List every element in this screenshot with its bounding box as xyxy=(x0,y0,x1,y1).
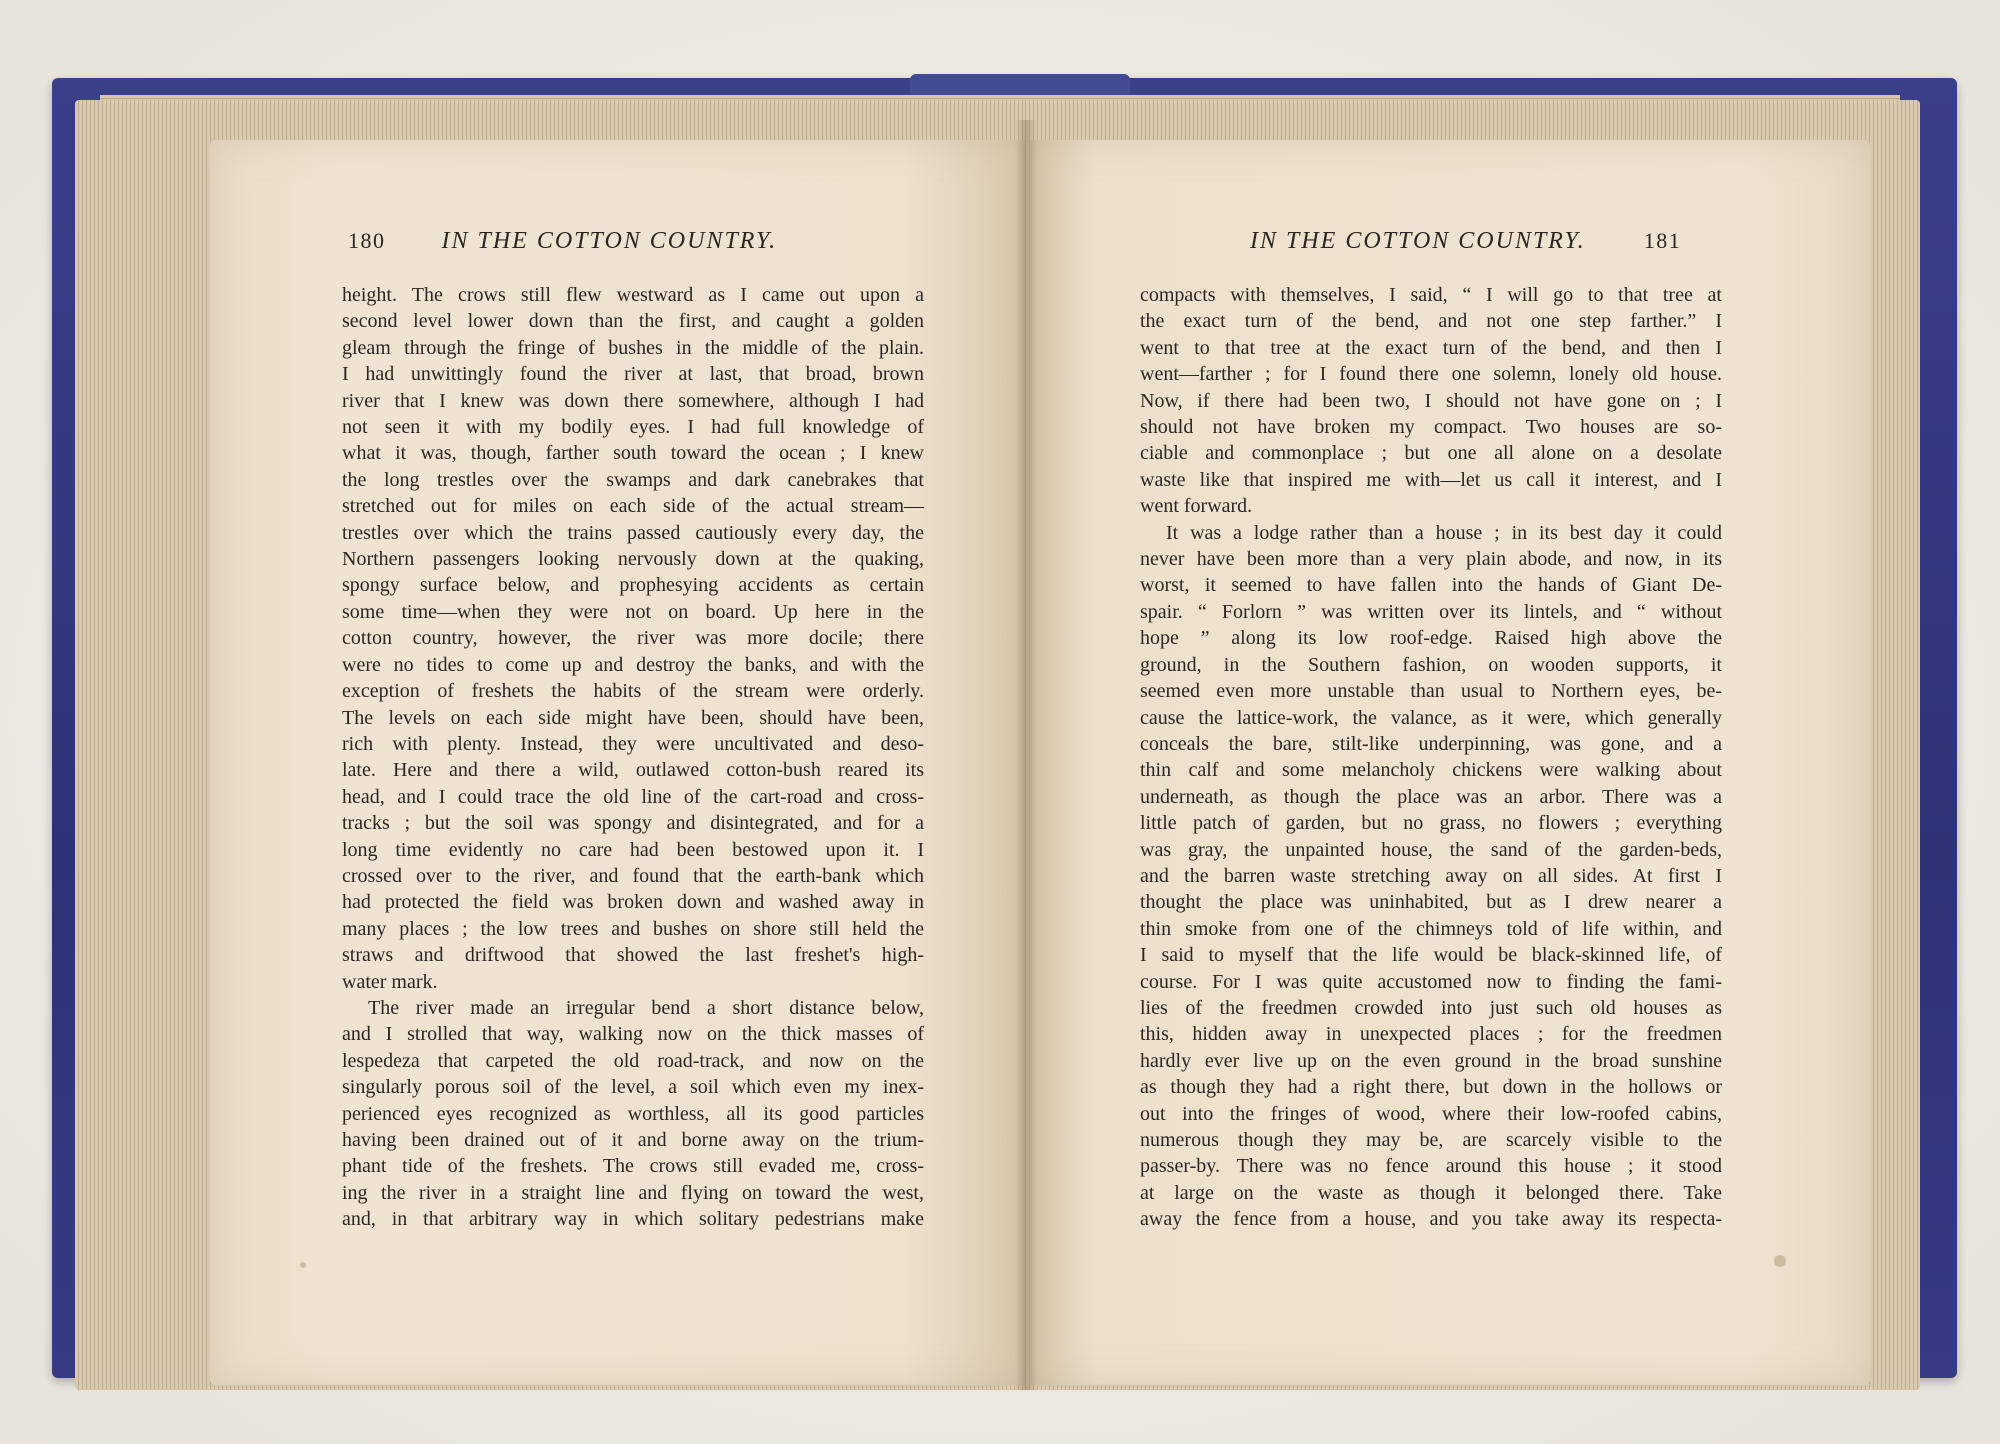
text-line: river that I knew was down there somewhere, although I had xyxy=(342,389,924,412)
text-line: singularly porous soil of the level, a soil which even my inex- xyxy=(342,1076,924,1099)
right-running-head-title: IN THE COTTON COUNTRY. xyxy=(1250,228,1586,254)
text-line: water mark. xyxy=(342,970,438,993)
text-line: phant tide of the freshets. The crows still evaded me, cross- xyxy=(342,1155,924,1178)
foxing-spot xyxy=(300,1262,306,1268)
text-line: cause the lattice-work, the valance, as it were, which generally xyxy=(1140,706,1722,729)
text-line: long time evidently no care had been bestowed upon it. I xyxy=(342,838,924,861)
text-line: conceals the bare, stilt-like underpinning, was gone, and a xyxy=(1140,732,1722,755)
text-line: went forward. xyxy=(1140,495,1253,518)
left-page-number: 180 xyxy=(348,228,386,253)
text-line: late. Here and there a wild, outlawed cotton-bush reared its xyxy=(342,759,924,782)
text-line: course. For I was quite accustomed now to finding the fami- xyxy=(1140,970,1722,993)
text-line: lespedeza that carpeted the old road-track, and now on the xyxy=(342,1049,924,1072)
text-line: what it was, though, farther south toward the ocean ; I knew xyxy=(342,442,924,465)
text-line: It was a lodge rather than a house ; in its best day it could xyxy=(1166,521,1722,544)
text-line: exception of freshets the habits of the stream were orderly. xyxy=(342,680,924,703)
text-line: the exact turn of the bend, and not one step farther.” I xyxy=(1140,310,1722,333)
right-page-text xyxy=(1140,282,1722,1233)
text-line: ciable and commonplace ; but one all alone on a desolate xyxy=(1140,442,1722,465)
text-line: ground, in the Southern fashion, on wooden supports, it xyxy=(1140,653,1722,676)
text-line: compacts with themselves, I said, “ I will go to that tree at xyxy=(1140,284,1722,306)
text-line: trestles over which the trains passed cautiously every day, the xyxy=(342,521,924,544)
text-line: went to that tree at the exact turn of the bend, and then I xyxy=(1140,336,1722,359)
text-line: and I strolled that way, walking now on the thick masses of xyxy=(342,1023,924,1046)
text-line: hope ” along its low roof-edge. Raised high above the xyxy=(1140,627,1722,650)
text-line: had protected the field was broken down and washed away in xyxy=(342,891,924,914)
text-line: thought the place was uninhabited, but as I drew nearer a xyxy=(1140,891,1722,914)
text-line: head, and I could trace the old line of the cart-road and cross- xyxy=(342,785,924,808)
text-line: cotton country, however, the river was more docile; there xyxy=(342,627,924,650)
text-line: underneath, as though the place was an arbor. There was a xyxy=(1140,785,1722,808)
text-line: spair. “ Forlorn ” was written over its lintels, and “ without xyxy=(1140,600,1722,623)
text-line: I had unwittingly found the river at last, that broad, brown xyxy=(342,363,924,386)
text-line: having been drained out of it and borne away on the trium- xyxy=(342,1129,924,1151)
text-line: and the barren waste stretching away on all sides. At first I xyxy=(1140,864,1722,887)
right-running-header xyxy=(1250,228,1770,255)
left-running-head-title: IN THE COTTON COUNTRY. xyxy=(441,228,778,254)
text-line: out into the fringes of wood, where their low-roofed cabins, xyxy=(1140,1102,1722,1125)
text-line: the long trestles over the swamps and dark canebrakes that xyxy=(342,468,924,491)
text-line: waste like that inspired me with—let us call it interest, and I xyxy=(1140,468,1722,491)
text-line: many places ; the low trees and bushes on shore still held the xyxy=(342,917,924,940)
text-line: not seen it with my bodily eyes. I had full knowledge of xyxy=(342,416,924,439)
text-line: gleam through the fringe of bushes in the middle of the plain. xyxy=(342,336,924,359)
text-line: as though they had a right there, but down in the hollows or xyxy=(1140,1076,1722,1099)
text-line: crossed over to the river, and found that the earth-bank which xyxy=(342,864,924,887)
book-gutter xyxy=(1015,120,1037,1390)
text-line: never have been more than a very plain abode, and now, in its xyxy=(1140,548,1722,571)
text-line: tracks ; but the soil was spongy and disintegrated, and for a xyxy=(342,812,924,835)
foxing-spot xyxy=(1774,1255,1786,1267)
left-running-header xyxy=(348,228,818,255)
text-line: some time—when they were not on board. Up here in the xyxy=(342,600,924,623)
text-line: was gray, the unpainted house, the sand of the garden-beds, xyxy=(1140,838,1722,861)
text-line: and, in that arbitrary way in which solitary pedestrians make xyxy=(342,1208,924,1231)
text-line: thin calf and some melancholy chickens were walking about xyxy=(1140,759,1722,782)
text-line: height. The crows still flew westward as I came out upon a xyxy=(342,284,924,306)
text-line: The levels on each side might have been, should have been, xyxy=(342,706,924,729)
text-line: should not have broken my compact. Two houses are so- xyxy=(1140,416,1722,439)
text-line: stretched out for miles on each side of the actual stream— xyxy=(342,495,924,518)
text-line: straws and driftwood that showed the last freshet's high- xyxy=(342,944,924,967)
text-line: went—farther ; for I found there one solemn, lonely old house. xyxy=(1140,363,1722,386)
text-line: The river made an irregular bend a short distance below, xyxy=(368,996,924,1019)
text-line: at large on the waste as though it belonged there. Take xyxy=(1140,1181,1722,1204)
text-line: ing the river in a straight line and flying on toward the west, xyxy=(342,1181,924,1204)
text-line: passer-by. There was no fence around this house ; it stood xyxy=(1140,1155,1722,1178)
right-page-number: 181 xyxy=(1643,228,1682,253)
left-page-text xyxy=(342,282,924,1233)
text-line: this, hidden away in unexpected places ; for the freedmen xyxy=(1140,1023,1722,1046)
text-line: seemed even more unstable than usual to Northern eyes, be- xyxy=(1140,680,1722,703)
text-line: numerous though they may be, are scarcely visible to the xyxy=(1140,1129,1722,1151)
text-line: hardly ever live up on the even ground in the broad sunshine xyxy=(1140,1049,1722,1072)
text-line: Northern passengers looking nervously down at the quaking, xyxy=(342,548,924,571)
text-line: lies of the freedmen crowded into just such old houses as xyxy=(1140,996,1722,1019)
text-line: rich with plenty. Instead, they were uncultivated and deso- xyxy=(342,732,924,755)
text-line: spongy surface below, and prophesying accidents as certain xyxy=(342,574,924,597)
text-line: little patch of garden, but no grass, no flowers ; everything xyxy=(1140,812,1722,835)
text-line: worst, it seemed to have fallen into the hands of Giant De- xyxy=(1140,574,1722,597)
text-line: thin smoke from one of the chimneys told of life within, and xyxy=(1140,917,1722,940)
text-line: away the fence from a house, and you take away its respecta- xyxy=(1140,1208,1722,1231)
text-line: I said to myself that the life would be black-skinned life, of xyxy=(1140,944,1722,967)
text-line: perienced eyes recognized as worthless, all its good particles xyxy=(342,1102,924,1125)
text-line: second level lower down than the first, and caught a golden xyxy=(342,310,924,333)
text-line: Now, if there had been two, I should not have gone on ; I xyxy=(1140,389,1722,412)
text-line: were no tides to come up and destroy the banks, and with the xyxy=(342,653,924,676)
